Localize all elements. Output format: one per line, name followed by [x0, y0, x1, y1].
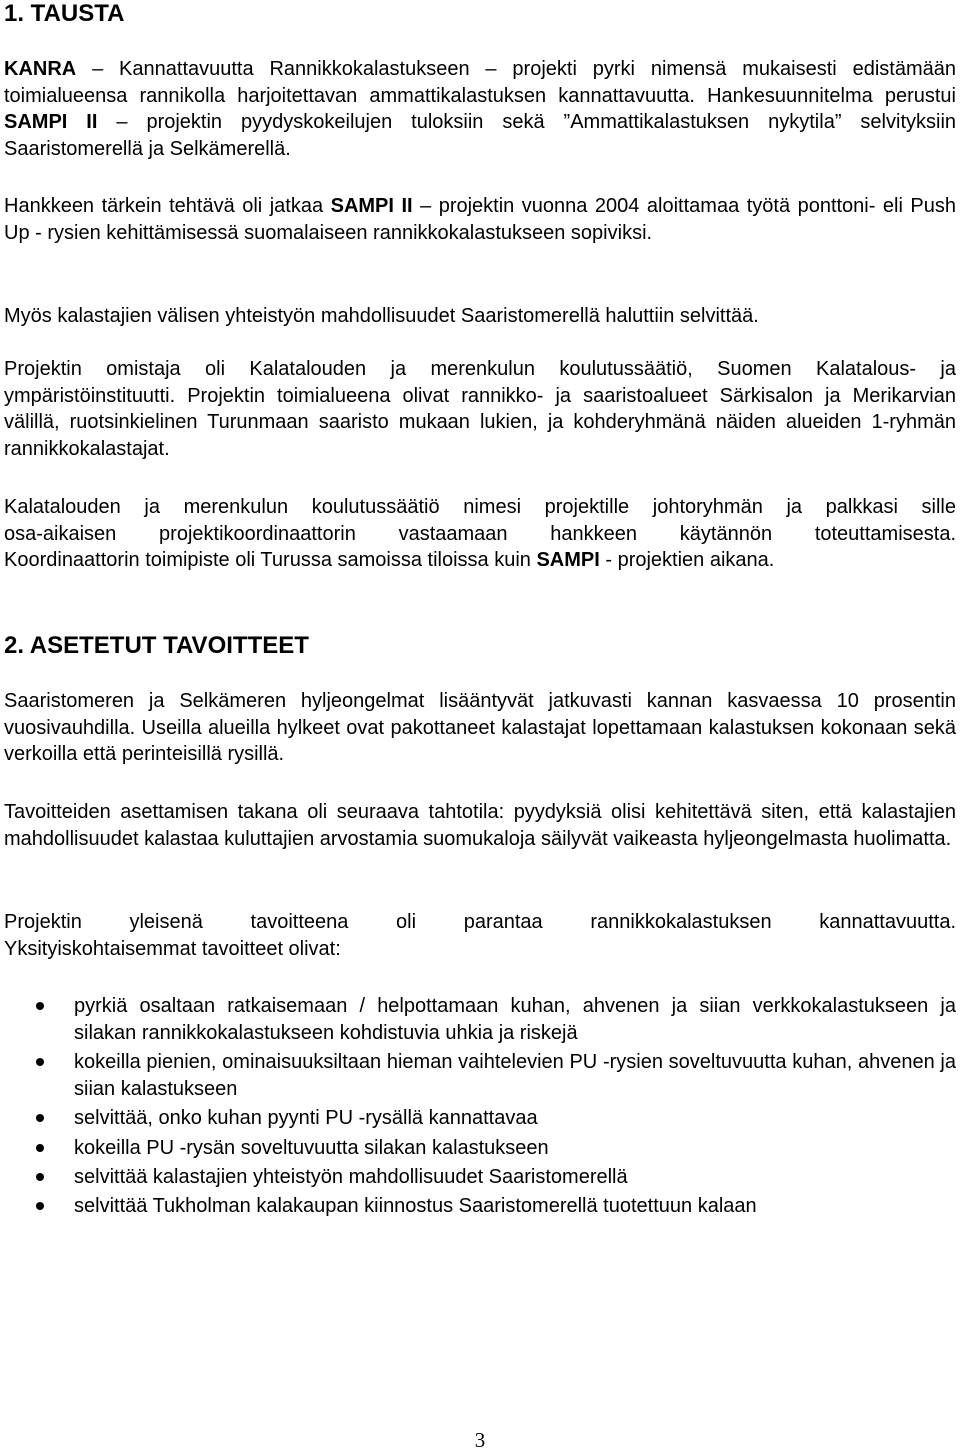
section-1-paragraph-1: [4, 56, 956, 162]
bullet-icon: [36, 1202, 44, 1210]
term-kanra: KANRA: [4, 58, 77, 80]
paragraph-line: [4, 547, 956, 574]
paragraph-line: Kalatalouden ja merenkulun koulutussäätiö nimesi projektille johtoryhmän ja palkkasi sille: [4, 496, 956, 518]
term-sampi: SAMPI: [536, 549, 600, 571]
section-2-heading: 2. ASETETUT TAVOITTEET: [4, 632, 309, 659]
section-1-paragraph-3: Myös kalastajien välisen yhteistyön mahdollisuudet Saaristomerellä haluttiin selvittää.: [4, 305, 759, 327]
paragraph-line: osa-aikaisen projektikoordinaattorin vastaamaan hankkeen käytännön toteuttamisesta.: [4, 522, 956, 545]
text-segment: - projektien aikana.: [599, 549, 775, 571]
paragraph-line: Yksityiskohtaisemmat tavoitteet olivat:: [4, 937, 341, 960]
paragraph-line: Projektin yleisenä tavoitteena oli parantaa rannikkokalastuksen kannattavuutta.: [4, 911, 956, 933]
section-1-paragraph-5: [4, 494, 956, 574]
section-1-paragraph-4: Projektin omistaja oli Kalatalouden ja merenkulun koulutussäätiö, Suomen Kalatalous- ja ympäristöinstituutti. Projektin toimialueena olivat rannikko- ja saaristoalueet Särkisalon ja Merikarvian välillä, ruotsinkielinen Turunmaan saaristo mukaan lukien, ja kohderyhmänä näiden alueiden 1-ryhmän rannikkokalastajat.: [4, 358, 956, 460]
list-item-text: kokeilla PU -rysän soveltuvuutta silakan kalastukseen: [74, 1137, 549, 1159]
section-2-paragraph-3: [4, 909, 956, 962]
list-item-text: kokeilla pienien, ominaisuuksiltaan hieman vaihtelevien PU -rysien soveltuvuutta kuhan, ahvenen ja siian kalastukseen: [74, 1051, 956, 1100]
bullet-icon: [36, 1114, 44, 1122]
list-item-text: selvittää, onko kuhan pyynti PU -rysällä kannattavaa: [74, 1107, 538, 1129]
term-sampi-ii: SAMPI II: [330, 195, 413, 217]
page-number: 3: [474, 1428, 486, 1452]
list-item-text: pyrkiä osaltaan ratkaisemaan / helpottamaan kuhan, ahvenen ja siian verkkokalastukseen ja silakan rannikkokalastukseen kohdistuvia uhkia ja riskejä: [74, 995, 956, 1044]
text-segment: – projektin vuonna 2004 aloittamaa työtä ponttoni- eli Push Up - rysien kehittämisessä suomalaiseen rannikkokalastukseen sopiviksi.: [4, 195, 957, 244]
list-item-text: selvittää kalastajien yhteistyön mahdollisuudet Saaristomerellä: [74, 1166, 628, 1188]
text-segment: – Kannattavuutta Rannikkokalastukseen – projekti pyrki nimensä mukaisesti edistämään toimialueensa rannikolla harjoitettavan ammattikalastuksen kannattavuutta. Hankesuunnitelma perustui: [4, 58, 956, 107]
section-2-paragraph-1: Saaristomeren ja Selkämeren hyljeongelmat lisääntyvät jatkuvasti kannan kasvaessa 10 prosentin vuosivauhdilla. Useilla alueilla hylkeet ovat pakottaneet kalastajat lopettamaan kalastuksen kokonaan sekä verkoilla että perinteisillä rysillä.: [4, 690, 956, 765]
bullet-icon: [36, 1173, 44, 1181]
term-sampi-ii: SAMPI II: [4, 111, 98, 133]
list-item-text: selvittää Tukholman kalakaupan kiinnostus Saaristomerellä tuotettuun kalaan: [74, 1195, 757, 1217]
section-2-paragraph-2: Tavoitteiden asettamisen takana oli seuraava tahtotila: pyydyksiä olisi kehitettävä siten, että kalastajien mahdollisuudet kalastaa kuluttajien arvostamia suomukaloja säilyvät vaikeasta hyljeongelmasta huolimatta.: [4, 801, 956, 850]
section-1-heading: 1. TAUSTA: [4, 0, 125, 27]
bullet-icon: [36, 1058, 44, 1066]
section-1-paragraph-2: [4, 193, 956, 246]
bullet-icon: [36, 1144, 44, 1152]
text-segment: – projektin pyydyskokeilujen tuloksiin sekä ”Ammattikalastuksen nykytila” selvityksiin Saaristomerellä ja Selkämerellä.: [4, 111, 957, 160]
text-segment: Koordinaattorin toimipiste oli Turussa samoissa tiloissa kuin: [4, 549, 537, 571]
bullet-icon: [36, 1002, 44, 1010]
text-segment: Hankkeen tärkein tehtävä oli jatkaa: [4, 195, 331, 217]
